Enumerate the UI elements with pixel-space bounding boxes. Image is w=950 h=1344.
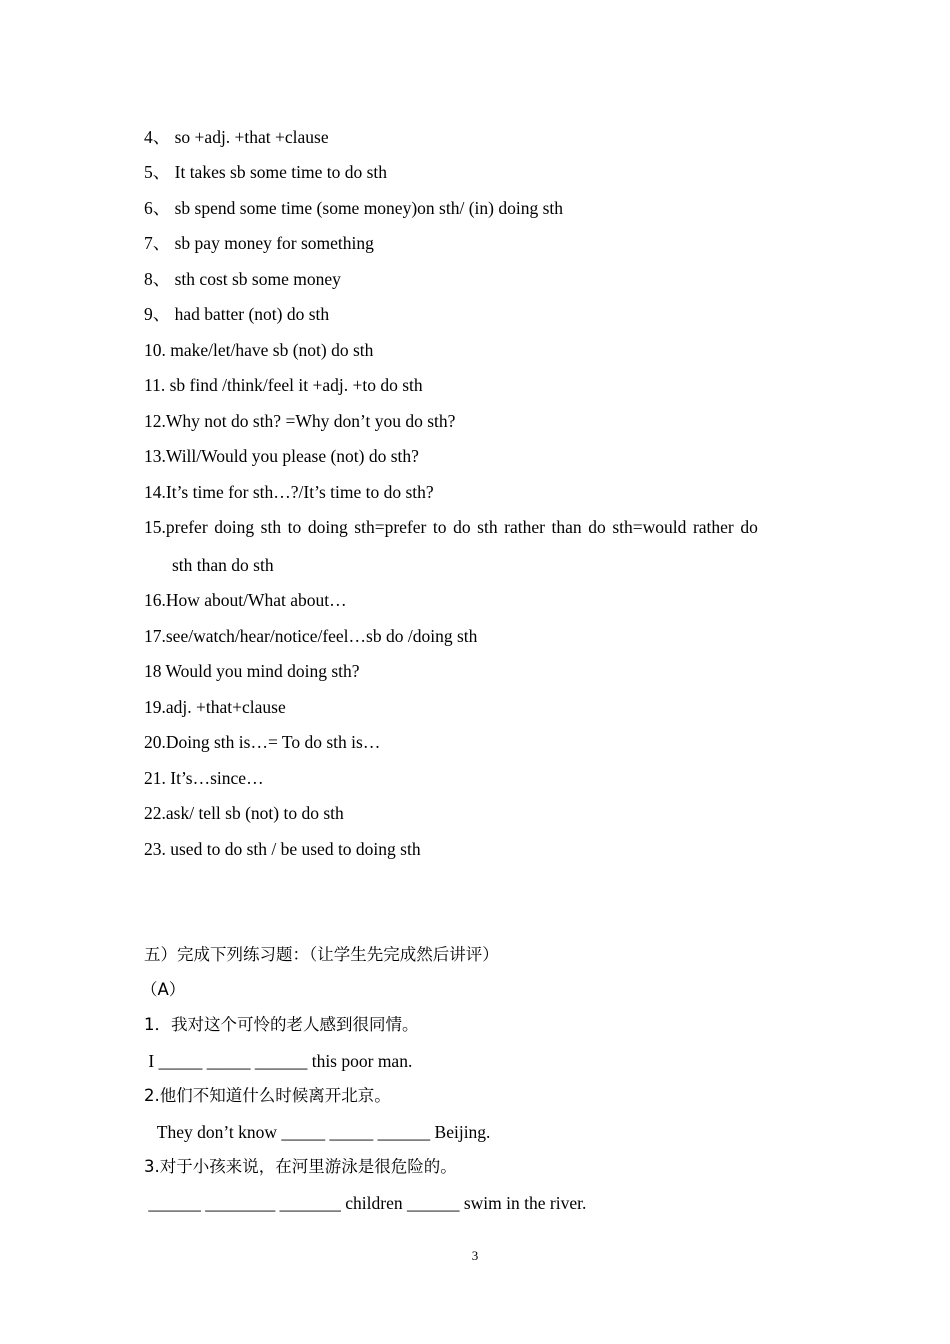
exercise-3-prompt: 3.对于小孩来说，在河里游泳是很危险的。 [144, 1157, 457, 1176]
phrase-9: 9、 had batter (not) do sth [144, 304, 330, 324]
phrase-15-continued: sth than do sth [172, 555, 274, 575]
exercise-section-label: （A） [141, 980, 186, 999]
phrase-4: 4、 so +adj. +that +clause [144, 127, 329, 147]
phrase-20: 20.Doing sth is…= To do sth is… [144, 732, 381, 752]
phrase-5: 5、 It takes sb some time to do sth [144, 162, 388, 182]
page-number: 3 [471, 1248, 479, 1263]
phrase-15: 15.prefer doing sth to doing sth=prefer to do sth rather than do sth=would rather do [144, 517, 758, 537]
phrase-14: 14.It’s time for sth…?/It’s time to do sth? [144, 482, 434, 502]
phrase-13: 13.Will/Would you please (not) do sth? [144, 446, 419, 466]
phrase-23: 23. used to do sth / be used to doing sth [144, 839, 421, 859]
phrase-22: 22.ask/ tell sb (not) to do sth [144, 803, 344, 823]
exercise-heading: 五）完成下列练习题：（让学生先完成然后讲评） [144, 945, 499, 964]
phrase-11: 11. sb find /think/feel it +adj. +to do sth [144, 375, 423, 395]
phrase-8: 8、 sth cost sb some money [144, 269, 341, 289]
exercise-1-answer: I _____ _____ ______ this poor man. [144, 1051, 413, 1071]
exercise-2-answer: They don’t know _____ _____ ______ Beijing. [144, 1122, 491, 1142]
phrase-16: 16.How about/What about… [144, 590, 347, 610]
exercise-2-prompt: 2.他们不知道什么时候离开北京。 [144, 1086, 391, 1105]
phrase-10: 10. make/let/have sb (not) do sth [144, 340, 374, 360]
phrase-7: 7、 sb pay money for something [144, 233, 374, 253]
phrase-6: 6、 sb spend some time (some money)on sth/ (in) doing sth [144, 198, 563, 218]
phrase-17: 17.see/watch/hear/notice/feel…sb do /doing sth [144, 626, 478, 646]
phrase-21: 21. It’s…since… [144, 768, 264, 788]
phrase-18: 18 Would you mind doing sth? [144, 661, 360, 681]
phrase-19: 19.adj. +that+clause [144, 697, 286, 717]
phrase-12: 12.Why not do sth? =Why don’t you do sth? [144, 411, 456, 431]
exercise-3-answer: ______ ________ _______ children ______ swim in the river. [144, 1193, 587, 1213]
exercise-1-prompt: 1．我对这个可怜的老人感到很同情。 [144, 1015, 419, 1034]
